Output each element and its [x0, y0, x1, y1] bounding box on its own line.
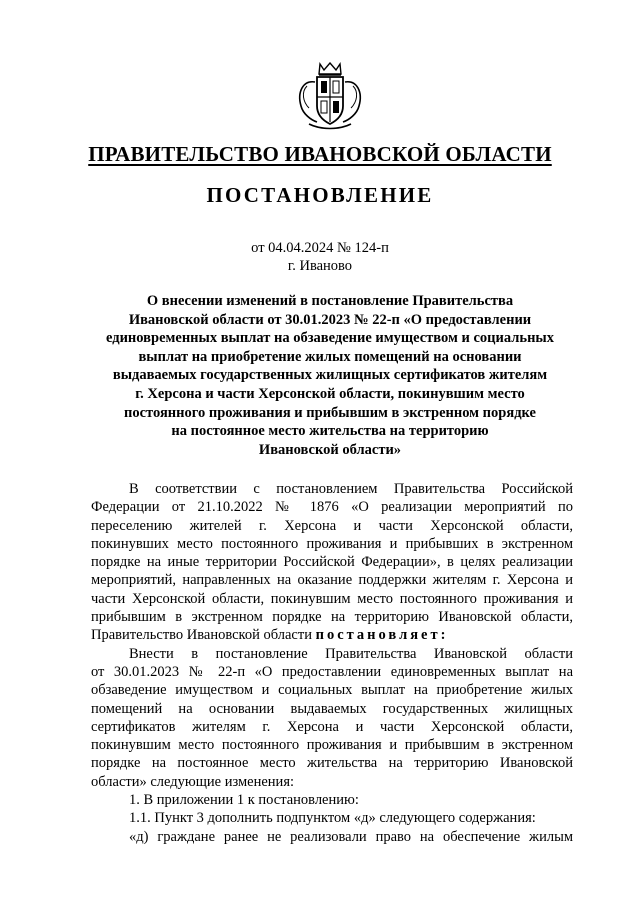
date-number-line: от 04.04.2024 № 124-п: [251, 240, 389, 256]
heading-line: выдаваемых государственных жилищных сертификатов жителям: [112, 367, 548, 384]
body-line: В соответствии с постановлением Правительства Российской: [129, 481, 573, 497]
list-item-1-1: 1.1. Пункт 3 дополнить подпунктом «д» следующего содержания:: [129, 810, 536, 827]
heading-line: Ивановской области от 30.01.2023 № 22-п «О предоставлении: [128, 311, 532, 328]
body-line: переселению жителей г. Херсона и части Херсонской области,: [91, 517, 573, 534]
document-type-title: ПОСТАНОВЛЕНИЕ: [206, 183, 434, 207]
document-body: [91, 480, 573, 846]
body-line: прибывшим в экстренном порядке на территорию Ивановской области,: [91, 609, 573, 626]
body-line: Внести в постановление Правительства Ивановской области: [129, 645, 573, 662]
list-item-1: 1. В приложении 1 к постановлению:: [129, 792, 359, 809]
resolution-prefix: Правительство Ивановской области: [91, 627, 316, 644]
heading-line: Ивановской области»: [258, 441, 402, 458]
body-line: области» следующие изменения:: [91, 773, 295, 790]
document-heading: [80, 292, 580, 459]
heading-line: на постоянное место жительства на территорию: [171, 423, 489, 440]
city-line: г. Иваново: [287, 258, 353, 274]
body-line-resolution: [91, 626, 573, 644]
body-line: покинувших место постоянного проживания и прибывших в экстренном: [91, 535, 573, 552]
resolution-keyword: постановляет:: [315, 627, 449, 644]
heading-line: постоянного проживания и прибывшим в экстренном порядке: [124, 404, 536, 421]
heading-line: единовременных выплат на обзаведение имуществом и социальных: [106, 330, 554, 347]
body-line: от 30.01.2023 № 22-п «О предоставлении единовременных выплат на: [91, 663, 573, 680]
government-title: ПРАВИТЕЛЬСТВО ИВАНОВСКОЙ ОБЛАСТИ: [88, 142, 552, 166]
body-line: мероприятий, направленных на оказание поддержки жителям г. Херсона и: [91, 572, 573, 589]
body-line: покинувшим место постоянного проживания и прибывшим в экстренном: [91, 737, 573, 754]
list-item-d: «д) граждане ранее не реализовали право на обеспечение жилым: [129, 828, 573, 845]
heading-line: выплат на приобретение жилых помещений на основании: [138, 348, 522, 365]
body-line: части Херсонской области, покинувшим место постоянного проживания и: [91, 590, 573, 607]
heading-line: О внесении изменений в постановление Правительства: [146, 293, 514, 309]
coat-of-arms-emblem: [293, 62, 367, 132]
body-line: обзаведение имуществом и социальных выплат на приобретение жилых: [91, 682, 573, 699]
body-line: помещений на основании выдаваемых государственных жилищных: [91, 700, 573, 717]
body-line: порядке на иные территории Российской Федерации», в целях реализации: [91, 554, 573, 571]
heading-line: г. Херсона и части Херсонской области, покинувшим место: [135, 385, 525, 402]
body-line: порядке на постоянное место жительства на территорию Ивановской: [91, 755, 573, 772]
body-line: Федерации от 21.10.2022 № 1876 «О реализации мероприятий по: [91, 499, 573, 516]
body-line: сертификатов жителям г. Херсона и части Херсонской области,: [91, 718, 573, 735]
